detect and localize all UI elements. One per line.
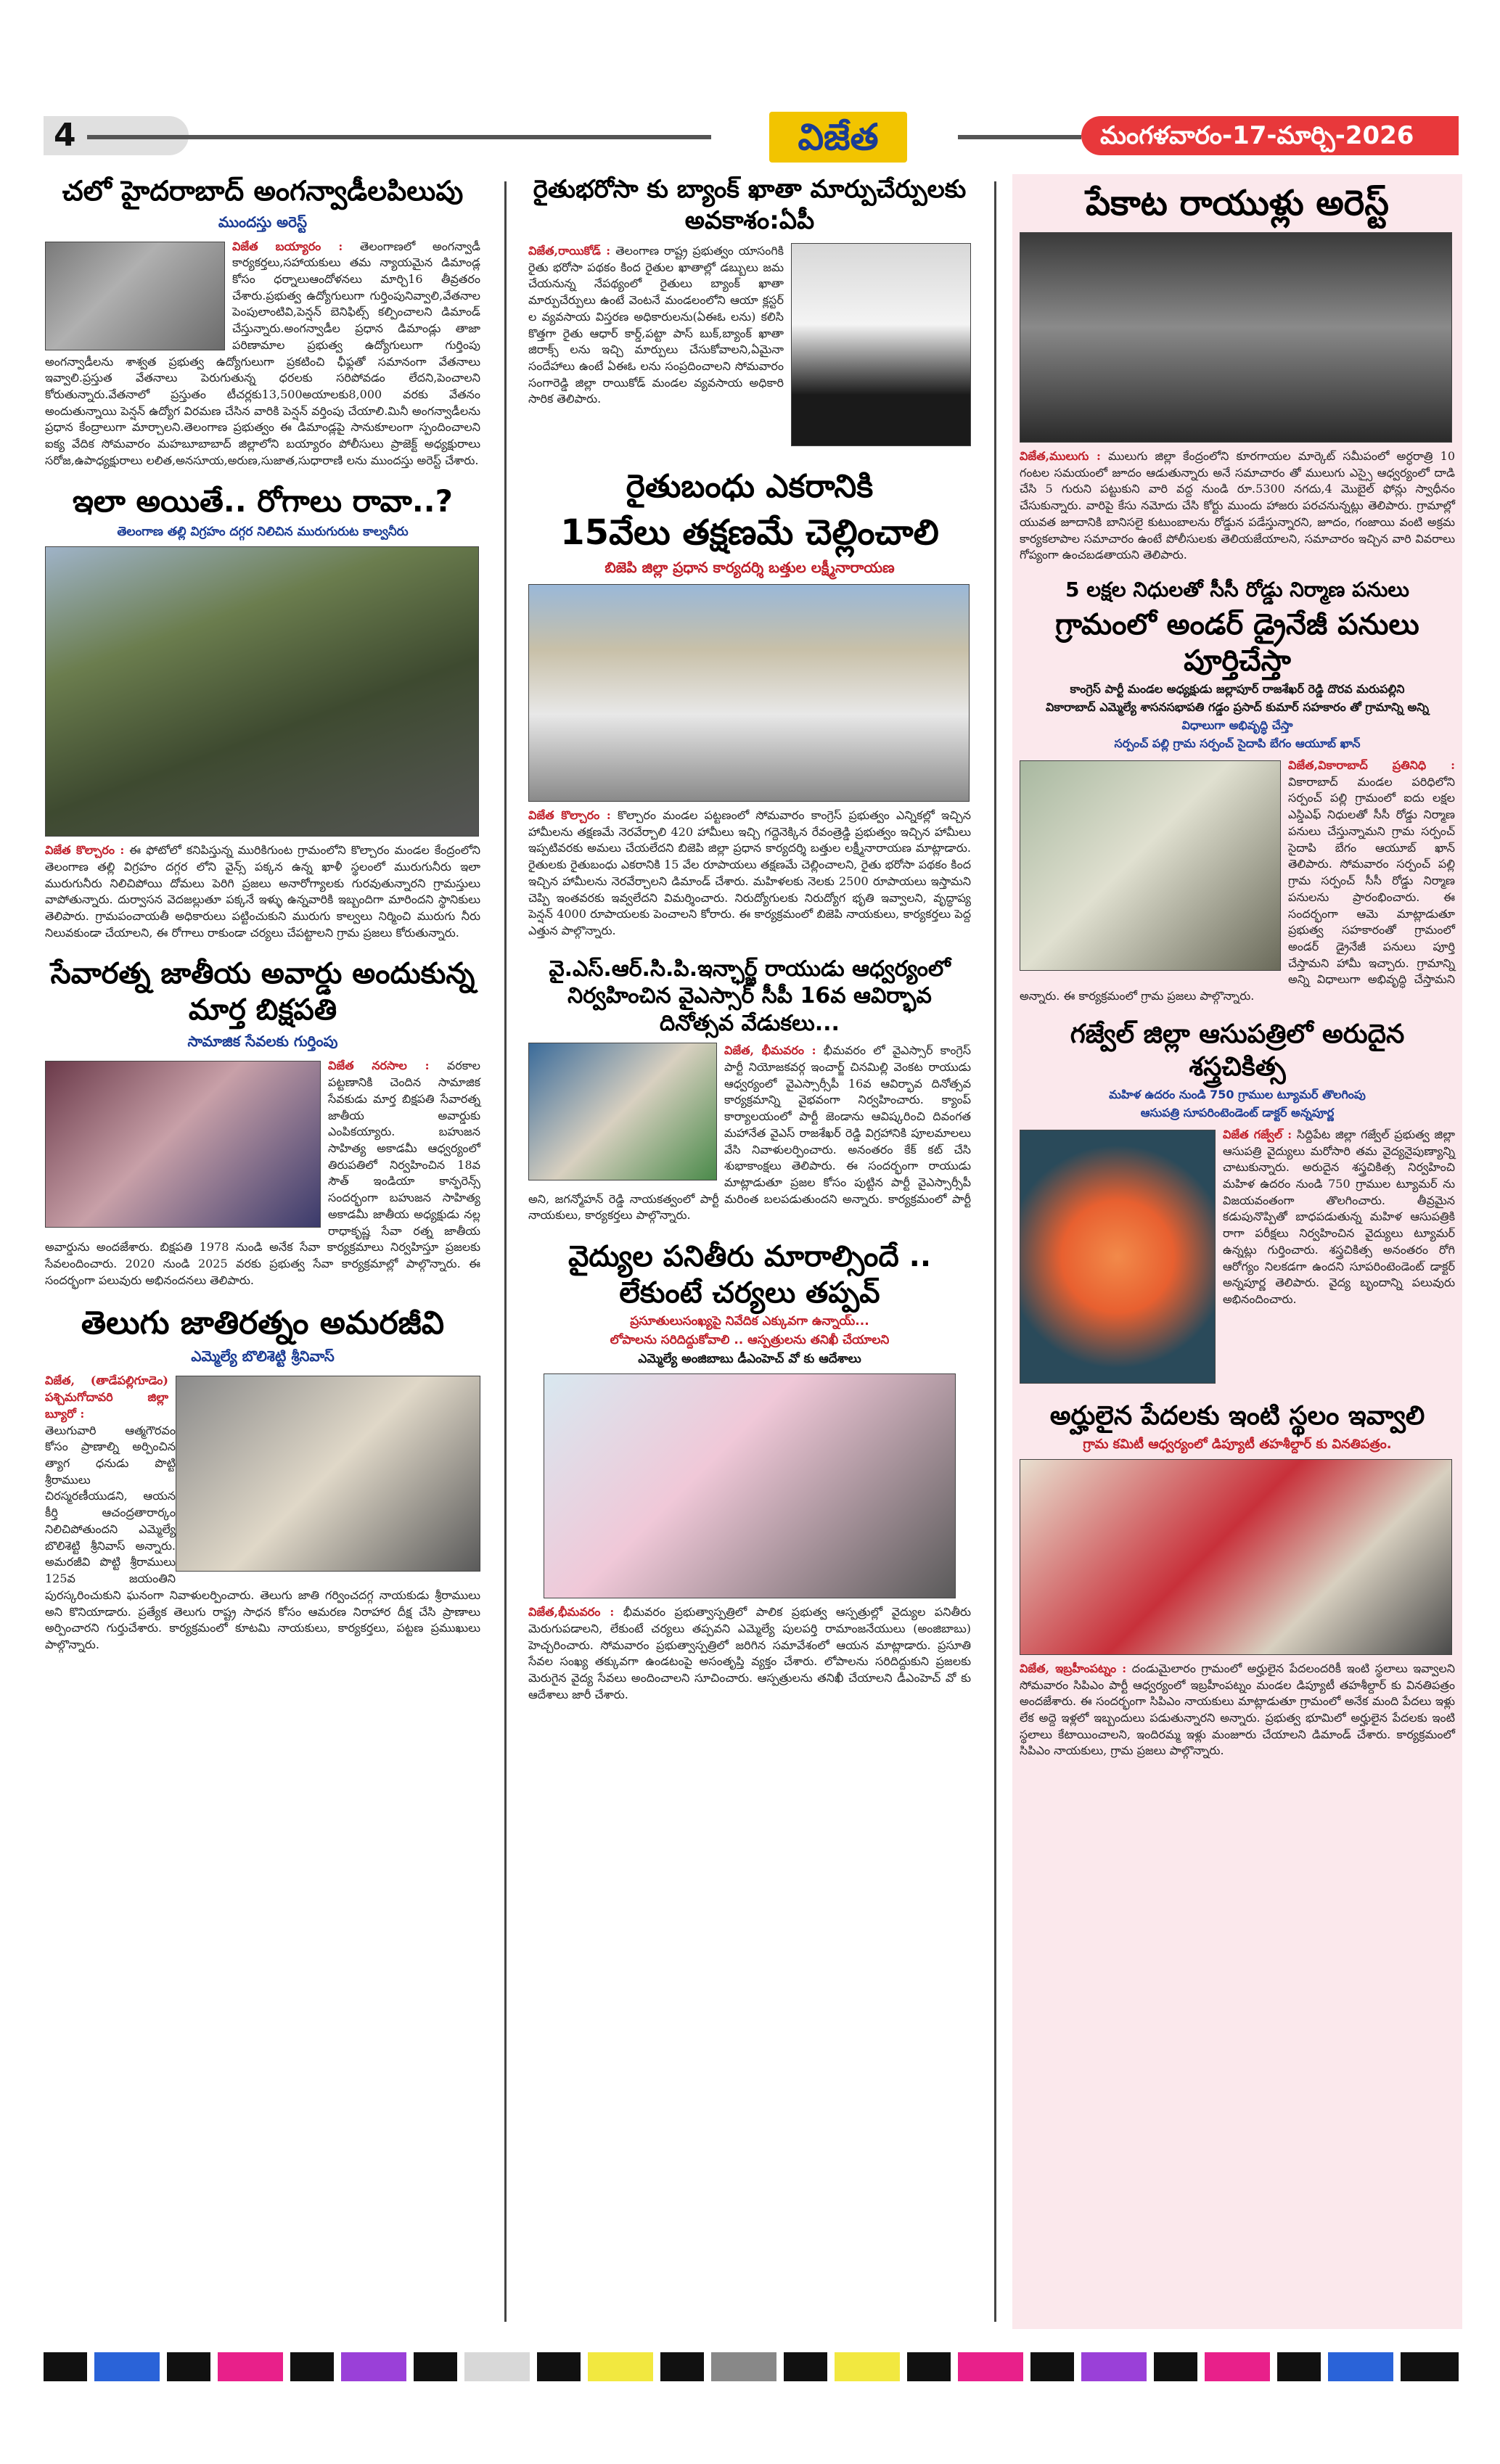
page-header bbox=[44, 116, 1459, 161]
photo-road-works bbox=[1020, 760, 1281, 971]
caption: తెలంగాణ తల్లి విగ్రహం దగ్గర నిలిచిన మురుగురుట కాల్వనీరు bbox=[117, 525, 409, 540]
byline: విజేత,భీమవరం : bbox=[528, 1605, 615, 1619]
article-surgery bbox=[1020, 1018, 1455, 1308]
article-text: ఈ ఫోటోలో కనిపిస్తున్న మురికిగుంట గ్రామంలోని కొల్చారం మండల కేంద్రంలోని తెలంగాణ తల్లి విగ్రహం దగ్గర లోని వైన్స్ పక్కన ఉన్న ఖాళీ స్థలంలో మురుగునీరు ఇలా మురుగునీరు నిలిచిపోయి దోమలు పెరిగి ప్రజలు అనారోగ్యాలకు గురవుతున్నారని గ్రామస్తులు వాపోతున్నారు. దుర్వాసన వెదజల్లుతూ పక్కనే ఇళ్ళు ఉన్నవారికి ఇబ్బందిగా మారిందని స్థానికులు తెలిపారు. గ్రామపంచాయతీ అధికారులు పట్టించుకుని మురుగు కాల్వలు నిర్మించి మురుగు నీరు నిలువకుండా చేయాలని, ఈ రోగాలు రాకుండా చర్యలు చేపట్టాలని గ్రామ ప్రజలు కోరుతున్నారు. bbox=[45, 843, 480, 940]
headline: ఇలా అయితే.. రోగాలు రావా..? bbox=[72, 482, 454, 519]
photo-removed-tumor bbox=[1020, 1130, 1216, 1384]
article-house-sites bbox=[1020, 1400, 1455, 1759]
byline: విజేత బయ్యారం : bbox=[232, 239, 343, 253]
photo-award-ceremony bbox=[45, 1061, 321, 1228]
color-swatch bbox=[1401, 2352, 1459, 2381]
photo-anganwadi-arrest bbox=[45, 242, 225, 350]
headline: రైతుభరోసా కు బ్యాంక్ ఖాతా మార్పుచేర్పులకు అవకాశం:ఏపీ bbox=[533, 175, 967, 235]
color-registration-bar bbox=[44, 2352, 1459, 2381]
article-ysrcp bbox=[528, 956, 971, 1224]
article-doctors bbox=[528, 1239, 971, 1703]
article-gambling-arrest bbox=[1020, 181, 1455, 564]
headline: వైద్యుల పనితీరు మారాల్సిందే .. లేకుంటే చర్యలు తప్పవ్ bbox=[567, 1240, 932, 1310]
article-body bbox=[45, 842, 480, 941]
article-rythu-bandhu bbox=[528, 467, 971, 940]
photo-ysrcp-celebration bbox=[528, 1043, 717, 1180]
color-swatch bbox=[660, 2352, 704, 2381]
header-rule-right bbox=[958, 135, 1081, 139]
article-body bbox=[1020, 1661, 1455, 1759]
caption-line3: విధాలుగా అభివృద్ధి చేస్తా bbox=[1181, 718, 1293, 733]
color-swatch bbox=[907, 2352, 951, 2381]
photo-drainage-water bbox=[45, 546, 479, 837]
byline-block bbox=[45, 1373, 168, 1422]
column-2 bbox=[528, 174, 971, 2329]
headline: చలో హైదరాబాద్ అంగన్వాడీలపిలుపు bbox=[62, 175, 464, 207]
byline: విజేత, ఇబ్రహీంపట్నం : bbox=[1020, 1661, 1127, 1675]
color-swatch bbox=[218, 2352, 283, 2381]
color-swatch bbox=[1277, 2352, 1321, 2381]
caption: ఎమ్మెల్యే బొలిశెట్టి శ్రీనివాస్ bbox=[191, 1347, 335, 1366]
byline: విజేత, (తాడేపల్లిగూడెం) పశ్చిమగోదావరి జిల్లా బ్యూరో : bbox=[45, 1373, 168, 1421]
photo-agri-officer bbox=[791, 243, 971, 446]
article-anganwadi bbox=[45, 174, 480, 469]
article-text: తెలుగువారి ఆత్మగౌరవం కోసం ప్రాణాల్ని అర్పించిన త్యాగ ధనుడు పొట్టి శ్రీరాములు చిరస్మరణీయుడని, ఆయన కీర్తి ఆచంద్రతారార్కం నిలిచిపోతుందని ఎమ్మెల్యే బొలిశెట్టి శ్రీనివాస్ అన్నారు. అమరజీవి పొట్టి శ్రీరాములు 125వ జయంతిని పురస్కరించుకుని ఘనంగా నివాళులర్పించారు. తెలుగు జాతి గర్వించదగ్గ నాయకుడు శ్రీరాములు అని కొనియాడారు. ప్రత్యేక తెలుగు రాష్ట్ర సాధన కోసం ఆమరణ నిరాహార దీక్ష చేసి ప్రాణాలు అర్పించారని గుర్తుచేశారు. కార్యక్రమంలో కూటమి నాయకులు, కార్యకర్తలు, పట్టణ ప్రముఖులు పాల్గొన్నారు. bbox=[45, 1423, 480, 1651]
article-amarajeevi bbox=[45, 1303, 480, 1653]
color-swatch bbox=[958, 2352, 1023, 2381]
headline: గ్రామంలో అండర్ డ్రైనేజీ పనులు పూర్తిచేస్తా bbox=[1055, 608, 1419, 678]
headline-line1: రైతుబంధు ఎకరానికి bbox=[626, 468, 874, 505]
article-seva-ratna bbox=[45, 956, 480, 1289]
color-swatch bbox=[414, 2352, 457, 2381]
color-swatch bbox=[1154, 2352, 1197, 2381]
headline: వై.ఎస్.ఆర్.సి.పి.ఇన్ఛార్జ్ రాయుడు ఆధ్వర్యంలో నిర్వహించిన వైఎస్సార్ సీపీ 16వ ఆవిర్భావ దినోత్సవ వేడుకలు... bbox=[549, 956, 951, 1036]
photo-mla-tribute bbox=[176, 1376, 480, 1572]
article-text: తెలంగాణ రాష్ట్ర ప్రభుత్వం యాసంగికి రైతు భరోసా పథకం కింద రైతుల ఖాతాల్లో డబ్బులు జమ చేయనున్న నేపథ్యంలో రైతులు బ్యాంక్ ఖాతా మార్పుచేర్పులు ఉంటే వెంటనే మండలంలోని ఆయా క్లస్టర్ ల వ్యవసాయ విస్తరణ అధికారులను(ఏఈఓ లను) కలిసి కొత్తగా రైతు ఆధార్ కార్డ్,పట్టా పాస్ బుక్,బ్యాంక్ ఖాతా జిరాక్స్ లను ఇచ్చి మార్పులు చేసుకోవాలని,ఏమైనా సందేహాలు ఉంటే ఏఈఓ లను సంప్రదించాలని సోమవారం సంగారెడ్డి జిల్లా రాయికోడ్ మండల వ్యవసాయ అధికారి సారిక తెలిపారు. bbox=[528, 244, 784, 406]
page-number: 4 bbox=[44, 116, 189, 155]
color-swatch bbox=[464, 2352, 530, 2381]
article-text: ములుగు జిల్లా కేంద్రంలోని కూరగాయల మార్కెట్ సమీపంలో అర్ధరాత్రి 10 గంటల సమయంలో జూదం ఆడుతున్నారు అనే సమాచారం తో ములుగు ఎస్సై ఆధ్వర్యంలో దాడి చేసి 5 గురుని పట్టుకుని వారి వద్ద నుండి రూ.5300 నగదు,4 మొబైల్ ఫోన్లు స్వాధీనం చేసుకున్నారు. వారిపై కేసు నమోదు చేసి కోర్టు ముందు హాజరు పరచనున్నట్లు తెలిపారు. గ్రామాల్లో యువత జూదానికి బానిసలై కుటుంబాలను రోడ్డున పడేస్తున్నారని, జూదం, గంజాయి వంటి అక్రమ కార్యకలాపాల సమాచారం ఉంటే పోలీసులకు తెలియజేయాలని, సమాచారం ఇచ్చిన వారి వివరాలు గోప్యంగా ఉంచబడతాయని తెలిపారు. bbox=[1020, 449, 1455, 562]
color-swatch bbox=[1030, 2352, 1074, 2381]
caption-line2: లోపాలను సరిదిద్దుకోవాలి .. ఆస్పత్రులను తనిఖీ చేయాలని bbox=[610, 1333, 890, 1348]
column-divider bbox=[994, 181, 996, 2322]
byline: విజేత గజ్వేల్ : bbox=[1223, 1127, 1292, 1141]
article-text: భీమవరం లో వైఎస్సార్ కాంగ్రెస్ పార్టీ నియోజకవర్గ ఇంచార్జ్ చినమిల్లి వెంకట రాయుడు ఆధ్వర్యంలో వైఎస్సార్సీపీ 16వ ఆవిర్భావ దినోత్సవ కార్యక్రమాన్ని వైభవంగా నిర్వహించారు. క్యాంప్ కార్యాలయంలో పార్టీ జెండాను ఆవిష్కరించి దివంగత మహానేత వైఎస్ రాజశేఖర్ రెడ్డి విగ్రహానికి పూలమాలలు వేసి నివాళులర్పించారు. అనంతరం కేక్ కట్ చేసి శుభాకాంక్షలు తెలిపారు. ఈ సందర్భంగా రాయుడు మాట్లాడుతూ ప్రజల కోసం పుట్టిన పార్టీ వైఎస్సార్సీపీ అని, జగన్మోహన్ రెడ్డి నాయకత్వంలో పార్టీ మరింత బలపడుతుందని అన్నారు. కార్యక్రమంలో పార్టీ నాయకులు, కార్యకర్తలు పాల్గొన్నారు. bbox=[528, 1043, 971, 1223]
color-swatch bbox=[94, 2352, 160, 2381]
column-1 bbox=[45, 174, 480, 2329]
caption-line3: ఎమ్మెల్యే అంజిబాబు డీఎంహెచ్ వో కు ఆదేశాలు bbox=[638, 1352, 861, 1367]
caption-line2: ఆసుపత్రి సూపరింటెండెంట్ డాక్టర్ అన్నపూర్ణ bbox=[1140, 1105, 1335, 1120]
byline: విజేత కొల్చారం : bbox=[528, 808, 611, 822]
photo-bjp-protest bbox=[528, 584, 970, 802]
article-diseases bbox=[45, 482, 480, 942]
color-swatch bbox=[784, 2352, 827, 2381]
article-body bbox=[528, 808, 971, 940]
color-swatch bbox=[167, 2352, 210, 2381]
article-text: వరకాల పట్టణానికి చెందిన సామాజిక సేవకుడు మార్త బిక్షపతి సేవారత్న జాతీయ అవార్డుకు ఎంపికయ్యారు. బహుజన సాహిత్య అకాడమీ ఆధ్వర్యంలో తిరుపతిలో నిర్వహించిన 18వ సౌత్ ఇండియా కాన్ఫరెన్స్ సందర్భంగా బహుజన సాహిత్య అకాడమీ జాతీయ అధ్యక్షుడు నల్ల రాధాకృష్ణ సేవా రత్న జాతీయ అవార్డును అందజేశారు. బిక్షపతి 1978 నుండి అనేక సేవా కార్యక్రమాలు నిర్వహిస్తూ ప్రజలకు సేవలందించారు. 2020 నుండి 2025 వరకు ప్రభుత్వ సేవా కార్యక్రమాల్లో పాల్గొన్నారు. ఈ సందర్భంగా పలువురు అభినందనలు తెలిపారు. bbox=[45, 1059, 480, 1287]
kicker: 5 లక్షల నిధులతో సీసీ రోడ్డు నిర్మాణ పనులు bbox=[1065, 578, 1409, 602]
caption: సామాజిక సేవలకు గుర్తింపు bbox=[187, 1032, 338, 1051]
caption-line1: మహిళ ఉదరం నుండి 750 గ్రాముల ట్యూమర్ తొలగింపు bbox=[1109, 1087, 1366, 1101]
article-text: వికారాబాద్ మండల పరిధిలోని సర్పంచ్ పల్లి గ్రామంలో ఐదు లక్షల ఎస్డిఎఫ్ నిధులతో సీసీ రోడ్డు నిర్మాణ పనులు చేస్తున్నామని గ్రామ సర్పంచ్ సైదాపి బేగం ఆయూబ్ ఖాన్ తెలిపారు. సోమవారం సర్పంచ్ పల్లి గ్రామ సర్పంచ్ సీసీ రోడ్డు నిర్మాణ పనులను ప్రారంభించారు. ఈ సందర్భంగా ఆమె మాట్లాడుతూ ప్రభుత్వ సహకారంతో గ్రామంలో అండర్ డ్రైనేజీ పనులు పూర్తి చేస్తామని హామీ ఇచ్చారు. గ్రామాన్ని అన్ని విధాలుగా అభివృద్ధి చేస్తామని అన్నారు. ఈ కార్యక్రమంలో గ్రామ ప్రజలు పాల్గొన్నారు. bbox=[1020, 774, 1455, 1003]
color-swatch bbox=[1328, 2352, 1393, 2381]
caption-line2: వికారాబాద్ ఎమ్మెల్యే శాసనసభాపతి గడ్డం ప్రసాద్ కుమార్ సహకారం తో గ్రామాన్ని అన్ని bbox=[1045, 700, 1429, 715]
article-text: తెలంగాణలో అంగన్వాడీ కార్యకర్తలు,సహాయకులు తమ న్యాయమైన డిమాండ్ల కోసం ధర్నాలుఆందోళనలు మార్చి16 తీవ్రతరం చేశారు.ప్రభుత్వ ఉద్యోగులుగా గుర్తింపునివ్వాలి,వేతనాల పెంపులాంటివి,పెన్షన్ బెనిఫిట్స్ కల్పించాలని డిమాండ్ చేస్తున్నారు.అంగన్వాడీల ప్రధాన డిమాండ్లు తాజా పరిణామాల ప్రభుత్వ ఉద్యోగులుగా గుర్తింపు అంగన్వాడీలను శాశ్వత ప్రభుత్వ ఉద్యోగులుగా ప్రకటించి ఛీఫ్లతో సమానంగా వేతనాలు ఇవ్వాలి.ప్రస్తుత వేతనాలు పెరుగుతున్న ధరలకు సరిపోవడం లేదని,పెంచాలని కోరుతున్నారు.వేతనాలో ప్రస్తుతం టీచర్లకు13,500అయాలకు8,000 వరకు వేతనం అందుతున్నాయి పెన్షన్ ఉద్యోగ విరమణ చేసిన వారికి పెన్షన్ వర్తింపు చేయాలి.మినీ అంగన్వాడీలను ప్రధాన కేంద్రాలుగా మార్చాలని.తెలంగాణ ప్రభుత్వం ఈ డిమాండ్లపై సానుకూలంగా స్పందించాలని ఐక్య వేదిక సోమవారం మహబూబాబాద్ జిల్లాలోని బయ్యారం పోలీసులు ప్రాజెక్ట్ అధ్యక్షురాలు సరోజ,ఉపాధ్యక్షురాలు లలిత,అనసూయ,అరుణ,సుజాత,సుధారాణి లను ముందస్తు అరెస్ట్ చేశారు. bbox=[45, 239, 480, 467]
color-swatch bbox=[537, 2352, 581, 2381]
headline: సేవారత్న జాతీయ అవార్డు అందుకున్న మార్త బిక్షపతి bbox=[50, 957, 475, 1027]
color-swatch bbox=[1081, 2352, 1147, 2381]
header-rule-left bbox=[87, 135, 711, 139]
caption: బిజెపి జిల్లా ప్రధాన కార్యదర్శి బత్తుల లక్ష్మీనారాయణ bbox=[604, 559, 895, 576]
article-body bbox=[528, 1604, 971, 1703]
photo-hospital-meeting bbox=[544, 1373, 956, 1598]
color-swatch bbox=[290, 2352, 334, 2381]
headline: గజ్వేల్ జిల్లా ఆసుపత్రిలో అరుదైన శస్త్రచికిత్స bbox=[1070, 1019, 1405, 1082]
photo-police-arrest bbox=[1020, 232, 1452, 443]
byline: విజేత కొల్చారం : bbox=[45, 843, 125, 858]
byline: విజేత,రాయికోడ్ : bbox=[528, 244, 611, 258]
caption: గ్రామ కమిటీ ఆధ్వర్యంలో డిప్యూటీ తహశీల్దార్ కు వినతిపత్రం. bbox=[1083, 1436, 1392, 1452]
color-swatch bbox=[44, 2352, 87, 2381]
headline: పేకాట రాయుళ్లు అరెస్ట్ bbox=[1086, 183, 1389, 223]
color-swatch bbox=[835, 2352, 900, 2381]
column-3 bbox=[1012, 174, 1462, 2329]
headline-line2: 15వేలు తక్షణమే చెల్లించాలి bbox=[560, 512, 939, 553]
color-swatch bbox=[711, 2352, 776, 2381]
headline: అర్హులైన పేదలకు ఇంటి స్థలం ఇవ్వాలి bbox=[1049, 1400, 1425, 1431]
article-drainage-works bbox=[1020, 577, 1455, 1005]
caption-line1: కాంగ్రెస్ పార్టీ మండల అధ్యక్షుడు జల్లాపూర్ రాజశేఖర్ రెడ్డి దొరవ మరుపల్లిని bbox=[1070, 682, 1405, 697]
article-text: దండుమైలారం గ్రామంలో అర్హులైన పేదలందరికీ ఇంటి స్థలాలు ఇవ్వాలని సోమవారం సిపిఎం పార్టీ ఆధ్వర్యంలో ఇబ్రహీంపట్నం మండల డిప్యూటీ తహశీల్దార్ కు వినతిపత్రం అందజేశారు. ఈ సందర్భంగా సిపిఎం నాయకులు మాట్లాడుతూ గ్రామంలో అనేక మంది పేదలు ఇళ్లు లేక అద్దె ఇళ్లలో ఇబ్బందులు పడుతున్నారని అన్నారు. ప్రభుత్వ భూమిలో అర్హులైన పేదలకు ఇంటి స్థలాలు కేటాయించాలని, ఇందిరమ్మ ఇళ్లు మంజూరు చేయాలని డిమాండ్ చేశారు. కార్యక్రమంలో సిపిఎం నాయకులు, గ్రామ ప్రజలు పాల్గొన్నారు. bbox=[1020, 1661, 1455, 1758]
caption-line4: సర్పంచ్ పల్లి గ్రామ సర్పంచ్ సైదాపి బేగం ఆయూబ్ ఖాన్ bbox=[1114, 736, 1361, 751]
headline: తెలుగు జాతిరత్నం అమరజీవి bbox=[81, 1305, 445, 1342]
date-band: మంగళవారం-17-మార్చి-2026 bbox=[1081, 116, 1459, 155]
color-swatch bbox=[341, 2352, 406, 2381]
article-body bbox=[1020, 448, 1455, 564]
color-swatch bbox=[1205, 2352, 1270, 2381]
column-divider bbox=[504, 181, 507, 2322]
article-text: సిద్దిపేట జిల్లా గజ్వేల్ ప్రభుత్వ జిల్లా ఆసుపత్రి వైద్యులు మరోసారి తమ వైద్యనైపుణ్యాన్ని చాటుకున్నారు. అరుదైన శస్త్రచికిత్స నిర్వహించి మహిళ ఉదరం నుండి 750 గ్రాముల ట్యూమర్ ను విజయవంతంగా తొలగించారు. తీవ్రమైన కడుపునొప్పితో బాధపడుతున్న మహిళ ఆసుపత్రికి రాగా పరీక్షలు నిర్వహించిన వైద్యులు ట్యూమర్ ఉన్నట్లు గుర్తించారు. శస్త్రచికిత్స అనంతరం రోగి ఆరోగ్యం నిలకడగా ఉందని సూపరింటెండెంట్ డాక్టర్ అన్నపూర్ణ తెలిపారు. వైద్య బృందాన్ని పలువురు అభినందించారు. bbox=[1223, 1127, 1455, 1306]
article-text: భీమవరం ప్రభుత్వాస్పత్రిలో పాలిక ప్రభుత్వ ఆస్పత్రుల్లో వైద్యుల పనితీరు మెరుగుపడాలని, లేకుంటే చర్యలు తప్పవని ఎమ్మెల్యే పులపర్తి రామాంజనేయులు (అంజిబాబు) హెచ్చరించారు. సోమవారం ప్రభుత్వాస్పత్రిలో జరిగిన సమావేశంలో ఆయన మాట్లాడారు. ప్రసూతి సేవల సంఖ్య తక్కువగా ఉండటంపై అసంతృప్తి వ్యక్తం చేశారు. లోపాలను సరిదిద్దుకుని ప్రజలకు మెరుగైన వైద్య సేవలు అందించాలని సూచించారు. ఆస్పత్రులను తనిఖీ చేయాలని డీఎంహెచ్ వో కు ఆదేశాలు జారీ చేశారు. bbox=[528, 1605, 972, 1701]
photo-petition-handover bbox=[1020, 1459, 1452, 1655]
byline: విజేత,వికారాబాద్ ప్రతినిధి : bbox=[1288, 758, 1455, 773]
color-swatch bbox=[588, 2352, 653, 2381]
article-rythu-bharosa bbox=[528, 174, 971, 408]
caption-line1: ప్రసూతులుసంఖ్యపై నివేదిక ఎక్కువగా ఉన్నాయ్... bbox=[630, 1314, 869, 1329]
byline: విజేత నరసాల : bbox=[328, 1059, 430, 1073]
byline: విజేత, భీమవరం : bbox=[724, 1043, 816, 1058]
masthead-logo: విజేత bbox=[769, 112, 907, 163]
byline: విజేత,ములుగు : bbox=[1020, 449, 1101, 463]
caption: ముందస్తు అరెస్ట్ bbox=[218, 213, 308, 231]
article-text: కొల్చారం మండల పట్టణంలో సోమవారం కాంగ్రెస్ ప్రభుత్వం ఎన్నికల్లో ఇచ్చిన హామీలను తక్షణమే నెరవేర్చాలి 420 హామీలు ఇచ్చి గద్దెనెక్కిన రేవంత్రెడ్డి ప్రభుత్వం ఇచ్చిన హామీలు ఇప్పటివరకు అమలు చేయలేదని బిజెపి జిల్లా ప్రధాన కార్యదర్శి బత్తుల లక్ష్మీనారాయణ మాట్లాడారు. రైతులకు రైతుబంధు ఎకరానికి 15 వేల రూపాయలు తక్షణమే చెల్లించాలని, రైతు భరోసా పథకం కింద ఇచ్చిన హామీలను నెరవేర్చాలని డిమాండ్ చేశారు. మహిళలకు నెలకు 2500 రూపాయలు ఇస్తామని చెప్పి ఇంతవరకు ఇవ్వలేదని విమర్శించారు. నిరుద్యోగులకు నిరుద్యోగ భృతి ఇవ్వాలని, వృద్ధాప్య పెన్షన్ 4000 రూపాయలకు పెంచాలని కోరారు. ఈ కార్యక్రమంలో బిజెపి నాయకులు, కార్యకర్తలు పెద్ద ఎత్తున పాల్గొన్నారు. bbox=[528, 808, 971, 938]
